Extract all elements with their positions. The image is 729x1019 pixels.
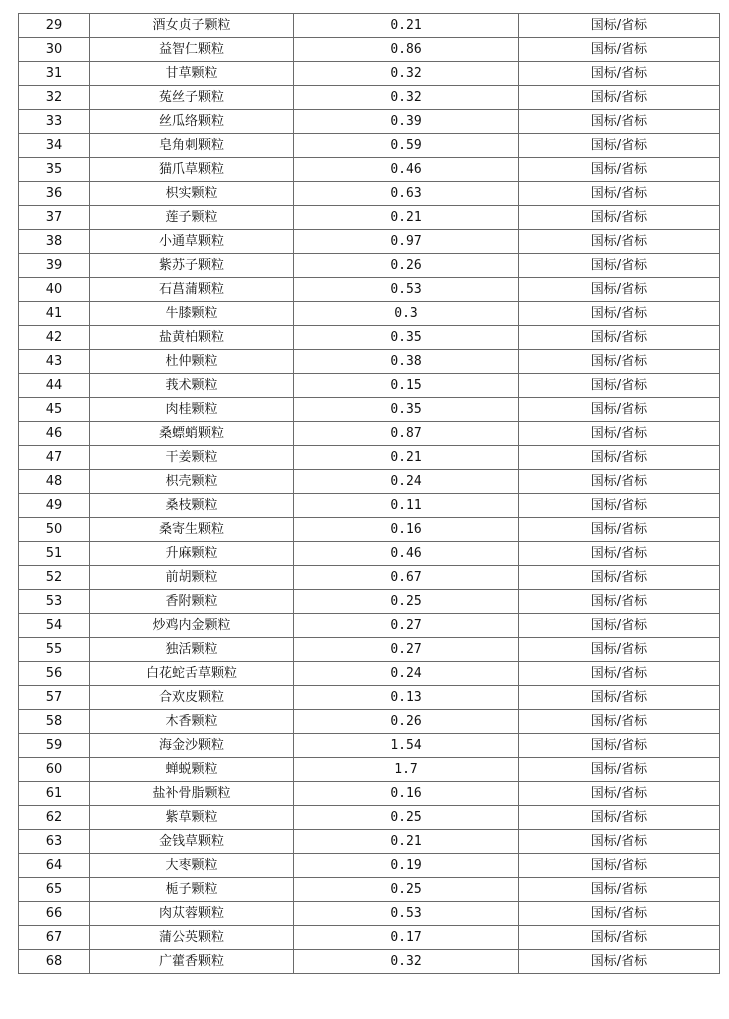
- value-cell: 0.26: [294, 254, 519, 278]
- table-row: [19, 38, 720, 62]
- value-cell: 0.16: [294, 518, 519, 542]
- standard-cell: 国标/省标: [519, 326, 720, 350]
- table-row: [19, 806, 720, 830]
- standard-cell: 国标/省标: [519, 398, 720, 422]
- standard-cell: 国标/省标: [519, 638, 720, 662]
- value-cell: 0.21: [294, 446, 519, 470]
- row-number-cell: 44: [19, 374, 90, 398]
- value-cell: 0.3: [294, 302, 519, 326]
- table-row: [19, 518, 720, 542]
- row-number-cell: 37: [19, 206, 90, 230]
- table-row: [19, 62, 720, 86]
- product-name-cell: 盐黄柏颗粒: [90, 326, 294, 350]
- standard-cell: 国标/省标: [519, 878, 720, 902]
- row-number-cell: 49: [19, 494, 90, 518]
- product-name-cell: 香附颗粒: [90, 590, 294, 614]
- table-row: [19, 110, 720, 134]
- standard-cell: 国标/省标: [519, 710, 720, 734]
- product-name-cell: 皂角刺颗粒: [90, 134, 294, 158]
- row-number-cell: 46: [19, 422, 90, 446]
- product-name-cell: 肉桂颗粒: [90, 398, 294, 422]
- standard-cell: 国标/省标: [519, 590, 720, 614]
- row-number-cell: 56: [19, 662, 90, 686]
- table-row: [19, 350, 720, 374]
- value-cell: 0.59: [294, 134, 519, 158]
- value-cell: 0.16: [294, 782, 519, 806]
- product-name-cell: 独活颗粒: [90, 638, 294, 662]
- standard-cell: 国标/省标: [519, 758, 720, 782]
- value-cell: 0.19: [294, 854, 519, 878]
- standard-cell: 国标/省标: [519, 830, 720, 854]
- value-cell: 0.27: [294, 614, 519, 638]
- row-number-cell: 57: [19, 686, 90, 710]
- product-name-cell: 酒女贞子颗粒: [90, 14, 294, 38]
- table-row: [19, 830, 720, 854]
- row-number-cell: 67: [19, 926, 90, 950]
- row-number-cell: 35: [19, 158, 90, 182]
- standard-cell: 国标/省标: [519, 302, 720, 326]
- value-cell: 0.32: [294, 950, 519, 974]
- table-row: [19, 782, 720, 806]
- table-row: [19, 926, 720, 950]
- product-name-cell: 小通草颗粒: [90, 230, 294, 254]
- product-name-cell: 甘草颗粒: [90, 62, 294, 86]
- table-row: [19, 950, 720, 974]
- row-number-cell: 62: [19, 806, 90, 830]
- standard-cell: 国标/省标: [519, 350, 720, 374]
- value-cell: 0.32: [294, 86, 519, 110]
- value-cell: 0.17: [294, 926, 519, 950]
- table-row: [19, 494, 720, 518]
- product-name-cell: 大枣颗粒: [90, 854, 294, 878]
- value-cell: 0.21: [294, 206, 519, 230]
- value-cell: 0.63: [294, 182, 519, 206]
- value-cell: 0.67: [294, 566, 519, 590]
- value-cell: 0.35: [294, 398, 519, 422]
- row-number-cell: 33: [19, 110, 90, 134]
- value-cell: 0.27: [294, 638, 519, 662]
- product-name-cell: 盐补骨脂颗粒: [90, 782, 294, 806]
- granule-price-table: [18, 13, 720, 974]
- row-number-cell: 61: [19, 782, 90, 806]
- product-name-cell: 栀子颗粒: [90, 878, 294, 902]
- standard-cell: 国标/省标: [519, 686, 720, 710]
- standard-cell: 国标/省标: [519, 206, 720, 230]
- product-name-cell: 枳实颗粒: [90, 182, 294, 206]
- table-row: [19, 422, 720, 446]
- product-name-cell: 紫苏子颗粒: [90, 254, 294, 278]
- table-row: [19, 86, 720, 110]
- table-row: [19, 206, 720, 230]
- value-cell: 0.39: [294, 110, 519, 134]
- product-name-cell: 莪术颗粒: [90, 374, 294, 398]
- standard-cell: 国标/省标: [519, 446, 720, 470]
- table-row: [19, 902, 720, 926]
- table-row: [19, 758, 720, 782]
- product-name-cell: 前胡颗粒: [90, 566, 294, 590]
- standard-cell: 国标/省标: [519, 110, 720, 134]
- row-number-cell: 51: [19, 542, 90, 566]
- product-name-cell: 炒鸡内金颗粒: [90, 614, 294, 638]
- table-row: [19, 134, 720, 158]
- standard-cell: 国标/省标: [519, 566, 720, 590]
- row-number-cell: 40: [19, 278, 90, 302]
- table-row: [19, 158, 720, 182]
- table-row: [19, 590, 720, 614]
- product-name-cell: 木香颗粒: [90, 710, 294, 734]
- row-number-cell: 43: [19, 350, 90, 374]
- row-number-cell: 58: [19, 710, 90, 734]
- row-number-cell: 64: [19, 854, 90, 878]
- row-number-cell: 50: [19, 518, 90, 542]
- table-row: [19, 662, 720, 686]
- table-row: [19, 734, 720, 758]
- row-number-cell: 53: [19, 590, 90, 614]
- table-body: [19, 14, 720, 974]
- value-cell: 0.26: [294, 710, 519, 734]
- table-row: [19, 686, 720, 710]
- product-name-cell: 桑枝颗粒: [90, 494, 294, 518]
- product-name-cell: 肉苁蓉颗粒: [90, 902, 294, 926]
- standard-cell: 国标/省标: [519, 662, 720, 686]
- product-name-cell: 桑寄生颗粒: [90, 518, 294, 542]
- row-number-cell: 45: [19, 398, 90, 422]
- row-number-cell: 34: [19, 134, 90, 158]
- value-cell: 0.35: [294, 326, 519, 350]
- table-row: [19, 254, 720, 278]
- product-name-cell: 紫草颗粒: [90, 806, 294, 830]
- row-number-cell: 47: [19, 446, 90, 470]
- table-row: [19, 470, 720, 494]
- product-name-cell: 菟丝子颗粒: [90, 86, 294, 110]
- value-cell: 0.24: [294, 470, 519, 494]
- value-cell: 0.21: [294, 830, 519, 854]
- value-cell: 0.21: [294, 14, 519, 38]
- row-number-cell: 32: [19, 86, 90, 110]
- standard-cell: 国标/省标: [519, 134, 720, 158]
- table-row: [19, 566, 720, 590]
- value-cell: 0.53: [294, 902, 519, 926]
- standard-cell: 国标/省标: [519, 14, 720, 38]
- standard-cell: 国标/省标: [519, 158, 720, 182]
- product-name-cell: 白花蛇舌草颗粒: [90, 662, 294, 686]
- row-number-cell: 54: [19, 614, 90, 638]
- value-cell: 0.25: [294, 878, 519, 902]
- standard-cell: 国标/省标: [519, 86, 720, 110]
- table-row: [19, 878, 720, 902]
- table-row: [19, 182, 720, 206]
- table-row: [19, 278, 720, 302]
- product-name-cell: 益智仁颗粒: [90, 38, 294, 62]
- value-cell: 0.97: [294, 230, 519, 254]
- value-cell: 0.38: [294, 350, 519, 374]
- row-number-cell: 36: [19, 182, 90, 206]
- row-number-cell: 55: [19, 638, 90, 662]
- product-name-cell: 杜仲颗粒: [90, 350, 294, 374]
- standard-cell: 国标/省标: [519, 422, 720, 446]
- value-cell: 0.25: [294, 806, 519, 830]
- value-cell: 0.11: [294, 494, 519, 518]
- value-cell: 0.53: [294, 278, 519, 302]
- value-cell: 1.54: [294, 734, 519, 758]
- standard-cell: 国标/省标: [519, 62, 720, 86]
- value-cell: 0.46: [294, 158, 519, 182]
- table-row: [19, 302, 720, 326]
- standard-cell: 国标/省标: [519, 470, 720, 494]
- value-cell: 0.87: [294, 422, 519, 446]
- table-row: [19, 398, 720, 422]
- standard-cell: 国标/省标: [519, 854, 720, 878]
- row-number-cell: 41: [19, 302, 90, 326]
- row-number-cell: 30: [19, 38, 90, 62]
- product-name-cell: 干姜颗粒: [90, 446, 294, 470]
- row-number-cell: 66: [19, 902, 90, 926]
- standard-cell: 国标/省标: [519, 254, 720, 278]
- product-name-cell: 蒲公英颗粒: [90, 926, 294, 950]
- value-cell: 0.86: [294, 38, 519, 62]
- row-number-cell: 59: [19, 734, 90, 758]
- value-cell: 0.15: [294, 374, 519, 398]
- row-number-cell: 60: [19, 758, 90, 782]
- standard-cell: 国标/省标: [519, 278, 720, 302]
- standard-cell: 国标/省标: [519, 782, 720, 806]
- product-name-cell: 丝瓜络颗粒: [90, 110, 294, 134]
- product-name-cell: 石菖蒲颗粒: [90, 278, 294, 302]
- standard-cell: 国标/省标: [519, 734, 720, 758]
- table-row: [19, 14, 720, 38]
- standard-cell: 国标/省标: [519, 950, 720, 974]
- standard-cell: 国标/省标: [519, 374, 720, 398]
- product-name-cell: 猫爪草颗粒: [90, 158, 294, 182]
- table-row: [19, 446, 720, 470]
- standard-cell: 国标/省标: [519, 614, 720, 638]
- value-cell: 0.25: [294, 590, 519, 614]
- product-name-cell: 广藿香颗粒: [90, 950, 294, 974]
- standard-cell: 国标/省标: [519, 542, 720, 566]
- row-number-cell: 31: [19, 62, 90, 86]
- standard-cell: 国标/省标: [519, 902, 720, 926]
- table-row: [19, 710, 720, 734]
- table-row: [19, 326, 720, 350]
- standard-cell: 国标/省标: [519, 182, 720, 206]
- product-name-cell: 金钱草颗粒: [90, 830, 294, 854]
- table-row: [19, 230, 720, 254]
- product-name-cell: 枳壳颗粒: [90, 470, 294, 494]
- row-number-cell: 65: [19, 878, 90, 902]
- table-row: [19, 374, 720, 398]
- row-number-cell: 63: [19, 830, 90, 854]
- row-number-cell: 29: [19, 14, 90, 38]
- row-number-cell: 52: [19, 566, 90, 590]
- product-name-cell: 海金沙颗粒: [90, 734, 294, 758]
- standard-cell: 国标/省标: [519, 806, 720, 830]
- row-number-cell: 39: [19, 254, 90, 278]
- table-row: [19, 638, 720, 662]
- row-number-cell: 68: [19, 950, 90, 974]
- row-number-cell: 42: [19, 326, 90, 350]
- standard-cell: 国标/省标: [519, 494, 720, 518]
- value-cell: 0.24: [294, 662, 519, 686]
- product-name-cell: 桑螵蛸颗粒: [90, 422, 294, 446]
- product-name-cell: 合欢皮颗粒: [90, 686, 294, 710]
- standard-cell: 国标/省标: [519, 926, 720, 950]
- row-number-cell: 38: [19, 230, 90, 254]
- value-cell: 1.7: [294, 758, 519, 782]
- table-row: [19, 854, 720, 878]
- value-cell: 0.32: [294, 62, 519, 86]
- value-cell: 0.46: [294, 542, 519, 566]
- table-row: [19, 542, 720, 566]
- product-name-cell: 蝉蜕颗粒: [90, 758, 294, 782]
- standard-cell: 国标/省标: [519, 38, 720, 62]
- row-number-cell: 48: [19, 470, 90, 494]
- product-name-cell: 牛膝颗粒: [90, 302, 294, 326]
- table-row: [19, 614, 720, 638]
- product-name-cell: 莲子颗粒: [90, 206, 294, 230]
- standard-cell: 国标/省标: [519, 230, 720, 254]
- standard-cell: 国标/省标: [519, 518, 720, 542]
- value-cell: 0.13: [294, 686, 519, 710]
- product-name-cell: 升麻颗粒: [90, 542, 294, 566]
